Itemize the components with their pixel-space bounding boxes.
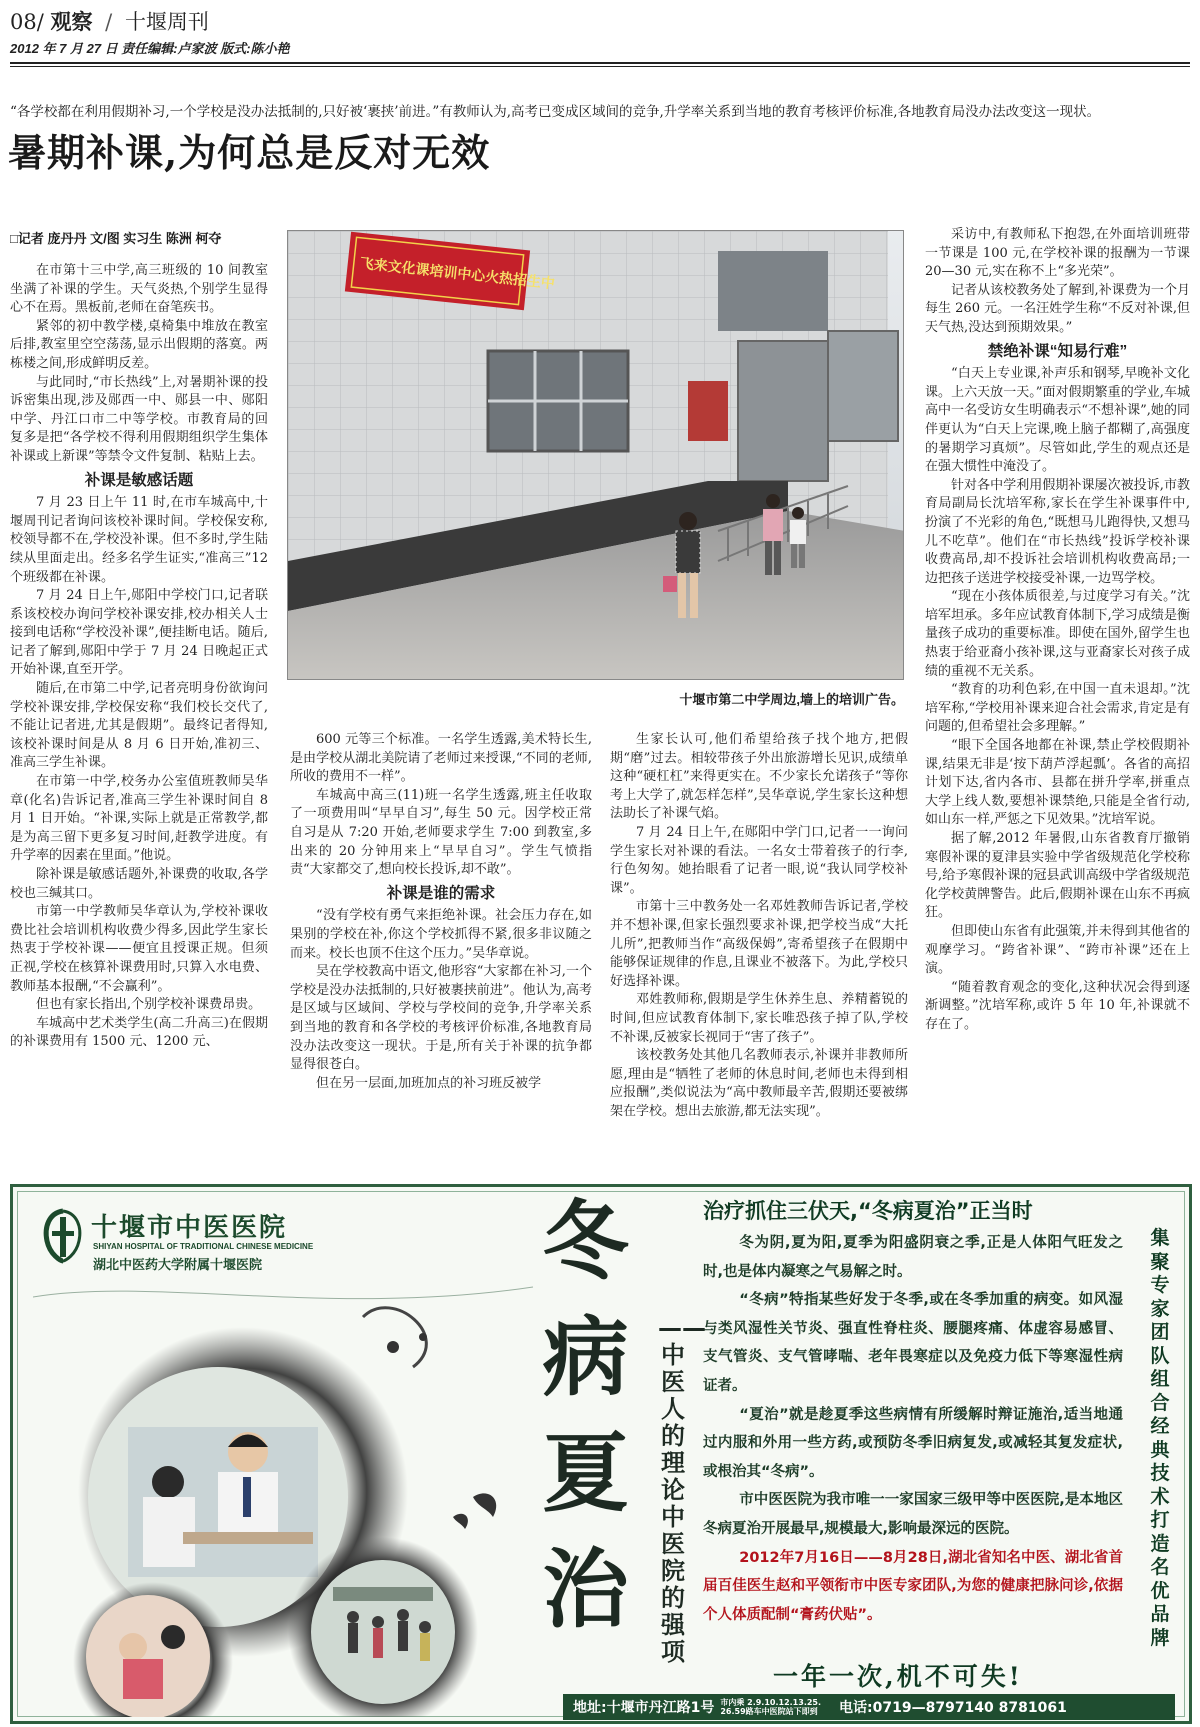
article-lead: “各学校都在利用假期补习,一个学校是没办法抵制的,只好被‘裹挟’前进。”有教师认为,高考已变成区域间的竞争,升学率关系到当地的教育考核评价标准,各地教育局没办法改变这一现状。 (10, 104, 1101, 120)
column-2 (290, 731, 592, 1171)
ad-body (703, 1229, 1123, 1629)
tagline-vertical: ——中医人的理论 中医院的强项 (658, 1314, 706, 1666)
paragraph: 但即使山东省有此强策,并未得到其他省的观摩学习。“跨省补课”、“跨市补课”还在上演。 (925, 923, 1190, 977)
paper-name: 十堰周刊 (124, 10, 209, 34)
bus-info (720, 1698, 821, 1716)
subheading-hard-to-ban: 禁绝补课“知易行难” (987, 342, 1128, 360)
ad-paragraph: 市中医医院为我市唯一一家国家三级甲等中医医院,是本地区冬病夏治开展最早,规模最大,影响最深远的医院。 (703, 1492, 1123, 1537)
calligraphy-char-illness: 病 (542, 1307, 629, 1408)
paragraph: “教育的功利色彩,在中国一直未退却。”沈培军称,“学校用补课来迎合社会需求,肯定是有问题的,但希望社会多理解。” (925, 682, 1190, 735)
paragraph: “现在小孩体质很差,与过度学习有关。”沈培军坦承。多年应试教育体制下,学习成绩是衡量孩子成功的重要标准。即使在国外,留学生也热衷于给亚裔小孩补课,这与亚裔家长对孩子成绩的重视不无关系。 (925, 589, 1190, 679)
paragraph: 600 元等三个标准。一名学生透露,美术特长生,是由学校从湖北美院请了老师过来授课,“不同的老师,所收的费用不一样”。 (290, 732, 592, 785)
paragraph: 吴在学校教高中语文,他形容“大家都在补习,一个学校是没办法抵制的,只好被裹挟前进”。他认为,高考是区域与区域间、学校与学校间的竞争,升学率关系到当地的教育和各学校的考核评价标准,各地教育局没办法改变这一现状。于是,所有关于补课的抗争都显得很苍白。 (290, 964, 592, 1073)
subheading-whose-demand: 补课是谁的需求 (386, 884, 496, 902)
ad-contact-bar (563, 1694, 1175, 1720)
column-4 (925, 226, 1190, 1171)
top-rule-thin (10, 66, 1190, 67)
calligraphy-char-treat: 治 (542, 1539, 629, 1640)
paragraph: 在市第十三中学,高三班级的 10 间教室坐满了补课的学生。天气炎热,个别学生显得心不在焉。黑板前,老师在奋笔疾书。 (10, 263, 268, 316)
calligraphy-char-winter: 冬 (542, 1191, 629, 1292)
paragraph: 市第一中学教师吴华章认为,学校补课收费比社会培训机构收费少得多,因此学生家长热衷于学校补课——便宜且授课正规。但须正视,学校在核算补课费用时,只算入水电费、教师基本报酬,“不会赢利”。 (10, 904, 268, 994)
photo-sign-text: 飞来文化课培训中心火热招生中 (358, 255, 556, 293)
news-photo (287, 230, 904, 680)
phone: 电话:0719—8797140 8781061 (839, 1700, 1067, 1716)
paragraph: 紧邻的初中教学楼,桌椅集中堆放在教室后排,教室里空空荡荡,显示出假期的落寞。两栋楼之间,形成鲜明反差。 (10, 318, 268, 371)
paragraph: 邓姓教师称,假期是学生休养生息、养精蓄锐的时间,但应试教育体制下,家长唯恐孩子掉了队,学校不补课,反被家长视同于“害了孩子”。 (610, 992, 908, 1045)
paragraph: 除补课是敏感话题外,补课费的收取,各学校也三缄其口。 (10, 867, 268, 901)
paragraph: 随后,在市第二中学,记者亮明身份欲询问学校补课安排,学校保安称“我们校长交代了,不能让记者进,尤其是假期”。最终记者得知,该校补课时间是从 8 月 6 日开始,准初三、准高三学生补课。 (10, 681, 268, 771)
ad-slogan: 一年一次,机不可失! (773, 1662, 1023, 1691)
bus-info-line-2: 26.59路车中医院站下即到 (720, 1707, 818, 1716)
paragraph: 车城高中艺术类学生(高二升高三)在假期的补课费用有 1500 元、1200 元、 (10, 1015, 268, 1050)
paragraph: 市第十三中教务处一名邓姓教师告诉记者,学校并不想补课,但家长强烈要求补课,把学校当成“大托儿所”,把教师当作“高级保姆”,寄希望孩子在假期中能够保证规律的作息,且课业不被落下。为此,学校只好选择补课。 (610, 899, 908, 989)
ad-highlight: 2012年7月16日——8月28日,湖北省知名中医、湖北省首届百佳医生赵和平领衔市中医专家团队,为您的健康把脉问诊,依据个人体质配制“膏药伏贴”。 (703, 1549, 1123, 1623)
paragraph: 在市第一中学,校务办公室值班教师吴华章(化名)告诉记者,准高三学生补课时间自 8 月 1 日开始。“补课,实际上就是正常教学,都是为高三留下更多复习时间,赶教学进度。有升学率的因素在里面。”他说。 (10, 774, 268, 864)
hospital-advertisement (10, 1184, 1192, 1724)
subheading-sensitive-topic: 补课是敏感话题 (84, 471, 194, 489)
ad-vertical-motto: 集聚专家团队 组合经典技术 打造名优品牌 (1150, 1227, 1170, 1649)
address: 地址:十堰市丹江路1号 (573, 1700, 715, 1716)
dateline: 2012 年 7 月 27 日 责任编辑:卢家波 版式:陈小艳 (10, 41, 290, 56)
section-name: 观察 (50, 9, 93, 34)
article-headline: 暑期补课,为何总是反对无效 (8, 130, 491, 175)
paragraph: 但也有家长指出,个别学校补课费昂贵。 (36, 997, 262, 1013)
bus-info-line-1: 市内乘 2.9.10.12.13.25. (720, 1698, 822, 1707)
paragraph: 生家长认可,他们希望给孩子找个地方,把假期“磨”过去。相较带孩子外出旅游增长见识,成绩单这种“硬杠杠”来得更实在。不少家长允诺孩子“等你考上大学了,就怎样怎样”,吴华章说,学生家长这种想法助长了补课气焰。 (610, 732, 908, 822)
paragraph: “随着教育观念的变化,这种状况会得到逐渐调整。”沈培军称,或许 5 年 10 年,补课就不存在了。 (925, 979, 1190, 1032)
page-number: 08/ (10, 10, 44, 34)
ad-paragraph: “夏治”就是趁夏季这些病情有所缓解时辩证施治,适当地通过内服和外用一些方药,或预防冬季旧病复发,或减轻其复发症状,或根治其“冬病”。 (703, 1406, 1123, 1480)
paragraph: “没有学校有勇气来拒绝补课。社会压力存在,如果别的学校在补,你这个学校抓得不紧,很多非议随之而来。校长也顶不住这个压力。”吴华章说。 (290, 908, 592, 961)
paragraph: 采访中,有教师私下抱怨,在外面培训班带一节课是 100 元,在学校补课的报酬为一节课 20—30 元,实在称不上“多光荣”。 (925, 227, 1190, 280)
ad-paragraph: 冬为阴,夏为阳,夏季为阳盛阴衰之季,正是人体阳气旺发之时,也是体内凝寒之气易解之时。 (703, 1235, 1123, 1280)
hospital-affiliation: 湖北中医药大学附属十堰医院 (93, 1258, 263, 1273)
ad-headline: 治疗抓住三伏天,“冬病夏治”正当时 (703, 1199, 1033, 1223)
column-1 (10, 262, 268, 1167)
photo-caption: 十堰市第二中学周边,墙上的培训广告。 (679, 692, 904, 707)
doctor-photo (128, 1427, 318, 1577)
paragraph: 7 月 23 日上午 11 时,在市车城高中,十堰周刊记者询问该校补课时间。学校保安称,校领导都不在,学校没补课。但不多时,学生陆续从里面走出。经多名学生证实,“准高三”12 个班级都在补课。 (10, 495, 268, 585)
paragraph: 据了解,2012 年暑假,山东省教育厅撤销寒假补课的夏津县实验中学省级规范化学校称号,给予寒假补课的冠县武训高级中学省级规范化学校黄牌警告。此后,假期补课在山东不再疯狂。 (925, 831, 1190, 921)
paragraph: 7 月 24 日上午,在郧阳中学门口,记者一一询问学生家长对补课的看法。一名女士带着孩子的行李,行色匆匆。她抬眼看了记者一眼,说“我认同学校补课”。 (610, 824, 908, 896)
paragraph: 记者从该校教务处了解到,补课费为一个月每生 260 元。一名汪姓学生称“不反对补课,但天气热,没达到预期效果。” (925, 282, 1190, 335)
paragraph: “眼下全国各地都在补课,禁止学校假期补课,结果无非是‘按下葫芦浮起瓢’。各省的高招计划下达,省内各市、县都在拼升学率,拼重点大学上线人数,要想补课禁绝,只能是全省行动,如山东一样,严惩之下见效果。”沈培军说。 (925, 738, 1190, 828)
column-3 (610, 731, 908, 1171)
ad-paragraph: “冬病”特指某些好发于冬季,或在冬季加重的病变。如风湿与类风湿性关节炎、强直性脊柱炎、腰腿疼痛、体虚容易感冒、支气管炎、支气管哮喘、老年畏寒症以及免疫力低下等寒湿性病证者。 (703, 1292, 1123, 1394)
hospital-logo-icon (41, 1207, 85, 1265)
hospital-name: 十堰市中医医院 (91, 1213, 288, 1243)
paragraph: 针对各中学利用假期补课屡次被投诉,市教育局副局长沈培军称,家长在学生补课事件中,扮演了不光彩的角色,“既想马儿跑得快,又想马儿不吃草”。他们在“市长热线”投诉学校补课收费高昂,却不投诉社会培训机构收费高昂;一边把孩子送进学校接受补课,一边骂学校。 (925, 477, 1190, 586)
paragraph: 车城高中高三(11)班一名学生透露,班主任收取了一项费用叫“早早自习”,每生 50 元。因学校正常自习是从 7:20 开始,老师要求学生 7:00 到教室,多出来的 20 分钟用来上“早早自习”。学生气愤指责“大家都交了,想向校长投诉,却不敢”。 (290, 787, 592, 878)
school-street-photo (288, 231, 904, 680)
masthead: 08/ 观察 / 十堰周刊 (10, 9, 209, 34)
hospital-english-name: SHIYAN HOSPITAL OF TRADITIONAL CHINESE MEDICINE (93, 1242, 314, 1251)
paragraph: 该校教务处其他几名教师表示,补课并非教师所愿,理由是“牺牲了老师的休息时间,老师也未得到相应报酬”,类似说法为“高中教师最辛苦,假期还要被绑架在学校。想出去旅游,都无法实现”。 (610, 1048, 908, 1119)
calligraphy-char-summer: 夏 (542, 1423, 629, 1524)
byline: □记者 庞丹丹 文/图 实习生 陈洲 柯夺 (10, 231, 222, 246)
paragraph: 7 月 24 日上午,郧阳中学校门口,记者联系该校校办询问学校补课安排,校办相关人士接到电话称“学校没补课”,便挂断电话。随后,记者了解到,郧阳中学于 7 月 24 日晚起正式开始补课,直至开学。 (10, 588, 268, 678)
paragraph: 与此同时,“市长热线”上,对暑期补课的投诉密集出现,涉及郧西一中、郧县一中、郧阳中学、丹江口市二中等学校。市教育局的回复多是把“各学校不得利用假期组织学生集体补课或上新课”等禁令文件复制、粘贴上去。 (10, 374, 268, 464)
top-rule (10, 62, 1190, 64)
ink-painting-decoration (33, 1277, 553, 1717)
paragraph: “白天上专业课,补声乐和钢琴,早晚补文化课。上六天放一天。”面对假期繁重的学业,车城高中一名受访女生明确表示“不想补课”,她的同伴更认为“白天上完课,晚上脑子都糊了,高强度的暑期学习真烦”。尽管如此,学生的观点还是在强大惯性中淹没了。 (925, 366, 1190, 475)
paragraph: 但在另一层面,加班加点的补习班反被学 (316, 1075, 542, 1091)
